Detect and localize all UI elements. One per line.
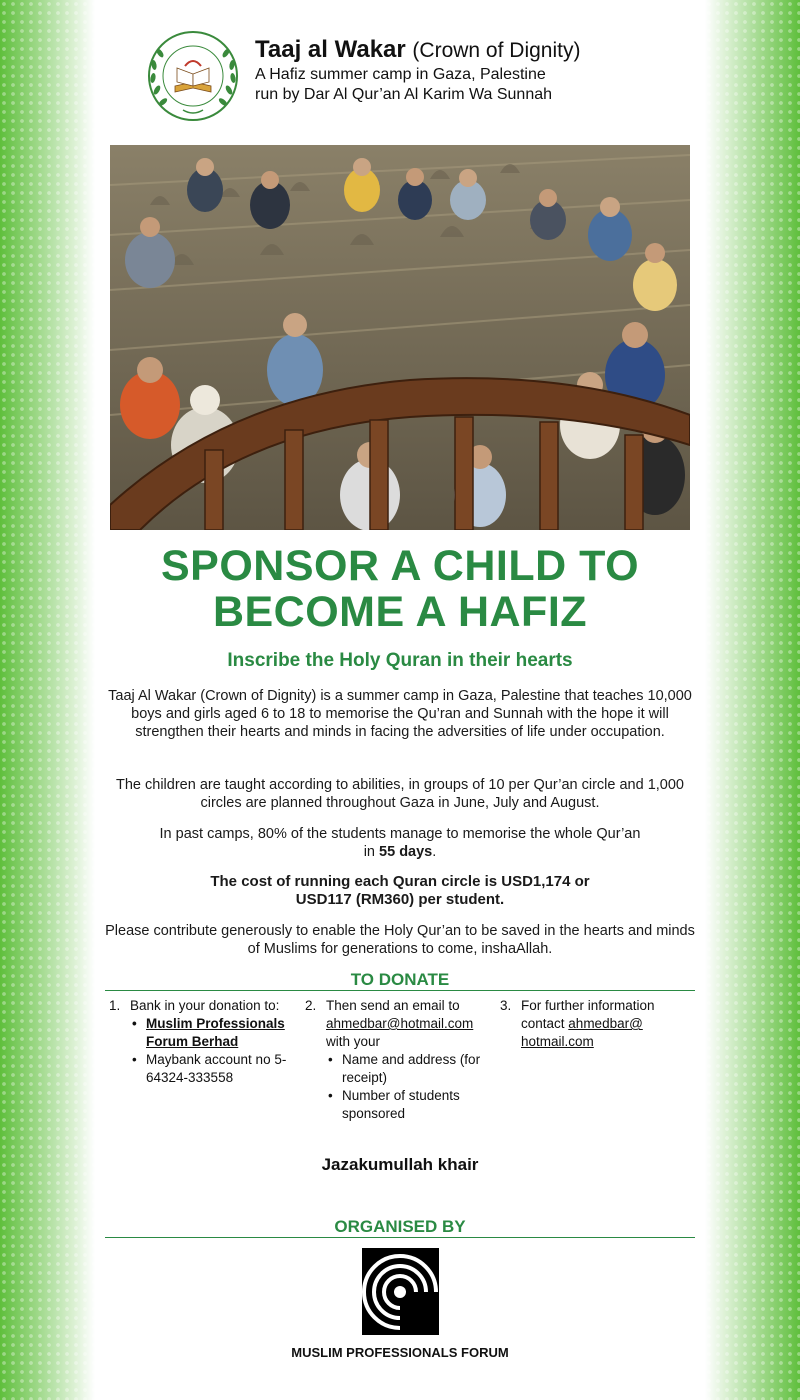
donate-step-1 <box>109 997 289 1087</box>
step-3-text: For further information contact <box>521 998 655 1031</box>
cost-line-2: USD117 (RM360) per student. <box>295 891 505 908</box>
paragraph-past-camps-b: in <box>363 844 375 860</box>
step-2-text-a: Then send an email to <box>326 998 460 1013</box>
step-2-number: 2. <box>305 998 317 1013</box>
step-3-email-link[interactable]: ahmedbar@ hotmail.com <box>521 1016 643 1049</box>
step-1-text: Bank in your donation to: <box>130 998 280 1013</box>
header <box>143 28 703 128</box>
to-donate-rule <box>105 990 695 991</box>
headline-line-2: BECOME A HAFIZ <box>212 588 588 636</box>
cost-line-1: The cost of running each Quran circle is USD1,174 or <box>210 873 590 890</box>
days-highlight: 55 days <box>379 844 433 860</box>
to-donate-title: TO DONATE <box>350 970 450 989</box>
header-text <box>255 36 695 105</box>
step-2-text-b: with your <box>326 1034 381 1049</box>
headline-line-1: SPONSOR A CHILD TO <box>160 542 640 590</box>
header-title-rest: (Crown of Dignity) <box>412 39 581 62</box>
left-green-border <box>0 0 95 1400</box>
donate-step-3 <box>500 997 690 1051</box>
photo-quran-circles <box>110 145 690 530</box>
step-2-bullet-1: • Name and address (for receipt) <box>326 1051 490 1087</box>
paragraph-appeal: Please contribute generously to enable the Holy Qur’an to be saved in the hearts and minds of Muslims for generations to come, inshaAllah. <box>105 923 695 957</box>
organised-by-rule <box>105 1237 695 1238</box>
header-line-1: A Hafiz summer camp in Gaza, Palestine <box>255 66 546 83</box>
paragraph-groups: The children are taught according to abilities, in groups of 10 per Qur’an circle and 1,000 circles are planned throughout Gaza in June, July and August. <box>116 777 684 811</box>
header-title-bold: Taaj al Wakar <box>255 36 406 63</box>
header-title <box>255 36 695 65</box>
step-3-number: 3. <box>500 998 512 1013</box>
paragraph-past-camps-c: . <box>432 844 437 860</box>
flyer-page <box>95 0 705 1400</box>
step-1-number: 1. <box>109 998 121 1013</box>
paragraph-past-camps <box>105 825 695 861</box>
organised-by-title: ORGANISED BY <box>334 1217 466 1236</box>
step-2-email-link[interactable]: ahmedbar@hotmail.com <box>326 1016 474 1031</box>
step-1-bank-name[interactable]: • Muslim Professionals Forum Berhad <box>130 1015 289 1051</box>
dar-al-quran-seal-logo <box>143 28 243 124</box>
thanks-message: Jazakumullah khair <box>321 1155 479 1174</box>
right-green-border <box>705 0 800 1400</box>
step-2-bullet-2: • Number of students sponsored <box>326 1087 490 1123</box>
step-1-account: • Maybank account no 5-64324-333558 <box>130 1051 289 1087</box>
mpf-logo <box>362 1248 439 1335</box>
paragraph-intro: Taaj Al Wakar (Crown of Dignity) is a summer camp in Gaza, Palestine that teaches 10,000 boys and girls aged 6 to 18 to memorise the Qu’ran and Sunnah with the hope it will strengthen their hearts and minds in facing the adversities of life under occupation. <box>108 688 692 740</box>
header-line-2: run by Dar Al Qur’an Al Karim Wa Sunnah <box>255 86 553 103</box>
organiser-name: MUSLIM PROFESSIONALS FORUM <box>291 1345 509 1360</box>
paragraph-past-camps-a: In past camps, 80% of the students manage to memorise the whole Qur’an <box>159 826 641 842</box>
paragraph-cost <box>105 873 695 909</box>
donate-step-2 <box>305 997 490 1123</box>
headline <box>95 543 705 635</box>
subheadline: Inscribe the Holy Quran in their hearts <box>227 650 573 671</box>
